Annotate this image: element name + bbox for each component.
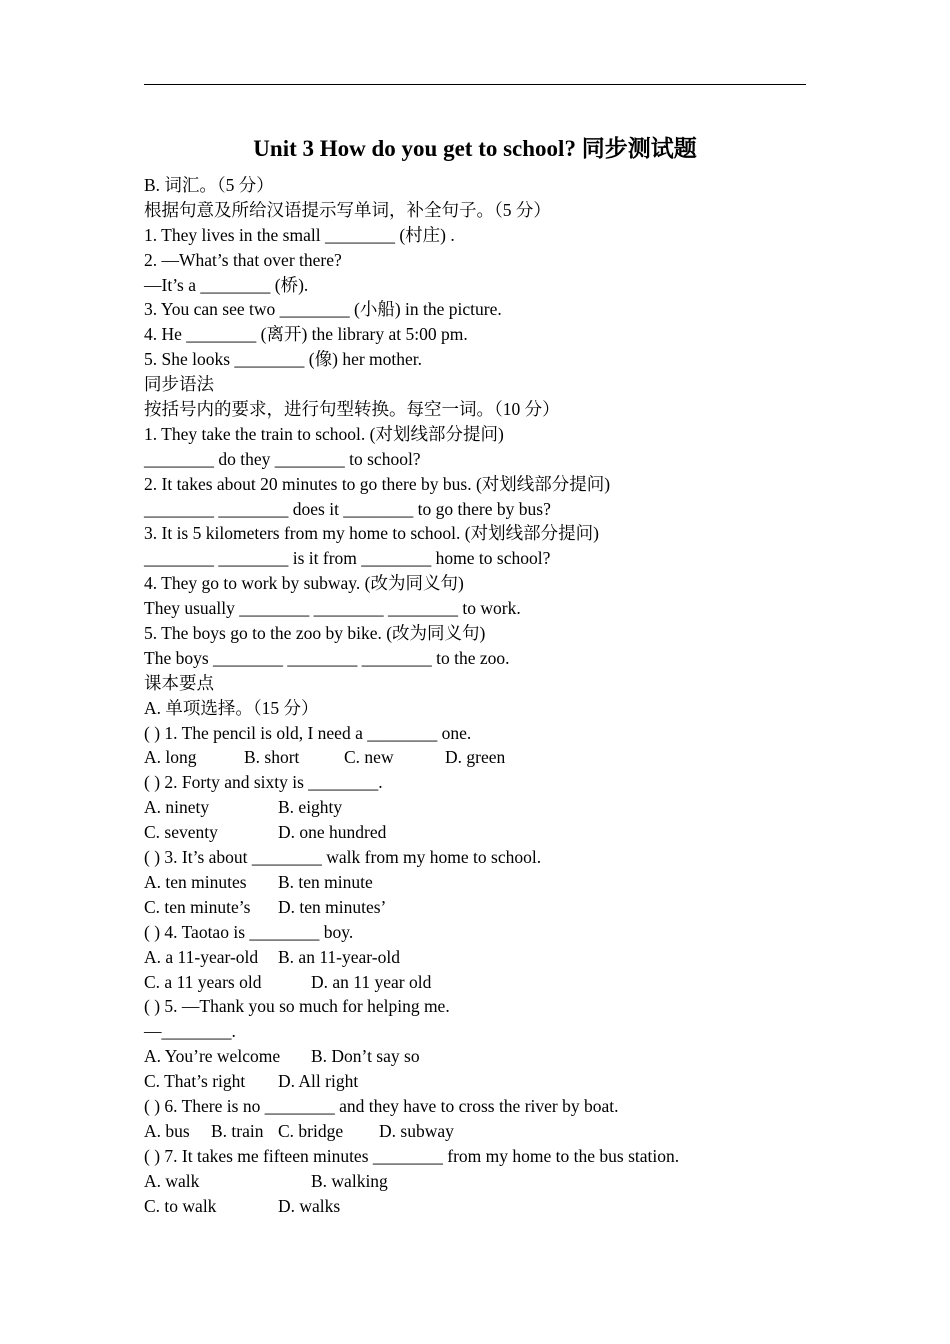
vocab-line: —It’s a ________ (桥). [144,274,309,295]
vocab-line: 4. He ________ (离开) the library at 5:00 pm. [144,324,468,345]
question-4: ( ) 4. Taotao is ________ boy. [144,921,354,942]
option-d: D. walks [278,1195,341,1216]
option-b: B. eighty [278,797,343,818]
option-a: A. bus [144,1120,190,1141]
grammar-line: 2. It takes about 20 minutes to go there by bus. (对划线部分提问) [144,473,611,494]
option-c: C. new [344,747,394,768]
option-d: D. one hundred [278,822,387,843]
option-b: B. Don’t say so [311,1046,420,1067]
question-7-options-row-1 [144,1169,844,1194]
option-b: B. ten minute [278,871,373,892]
question-7-options-row-2 [144,1194,844,1219]
option-a: A. long [144,747,197,768]
question-3: ( ) 3. It’s about ________ walk from my home to school. [144,847,542,868]
question-6-options [144,1119,844,1144]
grammar-line: The boys ________ ________ ________ to the zoo. [144,647,510,668]
grammar-line: 1. They take the train to school. (对划线部分提问) [144,423,504,444]
vocab-line: 1. They lives in the small ________ (村庄) . [144,224,455,245]
question-4-options-row-1 [144,945,844,970]
question-3-options-row-1 [144,870,844,895]
option-c: C. That’s right [144,1071,246,1092]
grammar-line: ________ ________ does it ________ to go there by bus? [144,498,551,519]
page-title: Unit 3 How do you get to school? 同步测试题 [253,136,697,161]
question-7: ( ) 7. It takes me fifteen minutes ________ from my home to the bus station. [144,1145,680,1166]
option-b: B. train [211,1120,264,1141]
question-4-options-row-2 [144,970,844,995]
question-5-reply: —________. [144,1021,236,1042]
question-2-options-row-2 [144,820,844,845]
option-d: D. an 11 year old [311,971,432,992]
option-b: B. short [244,747,300,768]
grammar-instruction: 按括号内的要求，进行句型转换。每空一词。（10 分） [144,399,560,420]
question-5-options-row-2 [144,1069,844,1094]
option-a: A. You’re welcome [144,1046,281,1067]
choice-heading: A. 单项选择。（15 分） [144,697,319,718]
option-c: C. bridge [278,1120,344,1141]
question-5-options-row-1 [144,1044,844,1069]
option-d: D. All right [278,1071,359,1092]
grammar-line: ________ ________ is it from ________ home to school? [144,548,551,569]
header-rule [144,84,806,85]
option-a: A. walk [144,1170,200,1191]
question-2: ( ) 2. Forty and sixty is ________. [144,772,383,793]
textbook-heading: 课本要点 [144,672,214,693]
document-body [144,173,844,1218]
option-d: D. green [445,747,506,768]
question-2-options-row-1 [144,795,844,820]
option-a: A. ten minutes [144,871,247,892]
vocab-line: 5. She looks ________ (像) her mother. [144,349,423,370]
option-a: A. a 11-year-old [144,946,259,967]
question-6: ( ) 6. There is no ________ and they have to cross the river by boat. [144,1095,619,1116]
vocab-line: 3. You can see two ________ (小船) in the picture. [144,299,502,320]
grammar-line: 3. It is 5 kilometers from my home to school. (对划线部分提问) [144,523,599,544]
option-d: D. ten minutes’ [278,896,387,917]
vocab-line: 2. —What’s that over there? [144,249,342,270]
grammar-line: ________ do they ________ to school? [144,448,421,469]
question-3-options-row-2 [144,895,844,920]
option-b: B. walking [311,1170,388,1191]
question-1-options [144,745,844,770]
question-5: ( ) 5. —Thank you so much for helping me. [144,996,450,1017]
option-c: C. ten minute’s [144,896,251,917]
option-a: A. ninety [144,797,210,818]
vocab-instruction: 根据句意及所给汉语提示写单词，补全句子。（5 分） [144,199,551,220]
grammar-line: 5. The boys go to the zoo by bike. (改为同义句) [144,623,486,644]
option-b: B. an 11-year-old [278,946,400,967]
question-1: ( ) 1. The pencil is old, I need a ________ one. [144,722,472,743]
option-c: C. to walk [144,1195,217,1216]
grammar-line: They usually ________ ________ ________ to work. [144,598,521,619]
option-c: C. a 11 years old [144,971,262,992]
vocab-heading: B. 词汇。（5 分） [144,175,274,195]
option-d: D. subway [379,1120,454,1141]
grammar-line: 4. They go to work by subway. (改为同义句) [144,573,464,594]
option-c: C. seventy [144,822,218,843]
grammar-heading: 同步语法 [144,374,214,395]
